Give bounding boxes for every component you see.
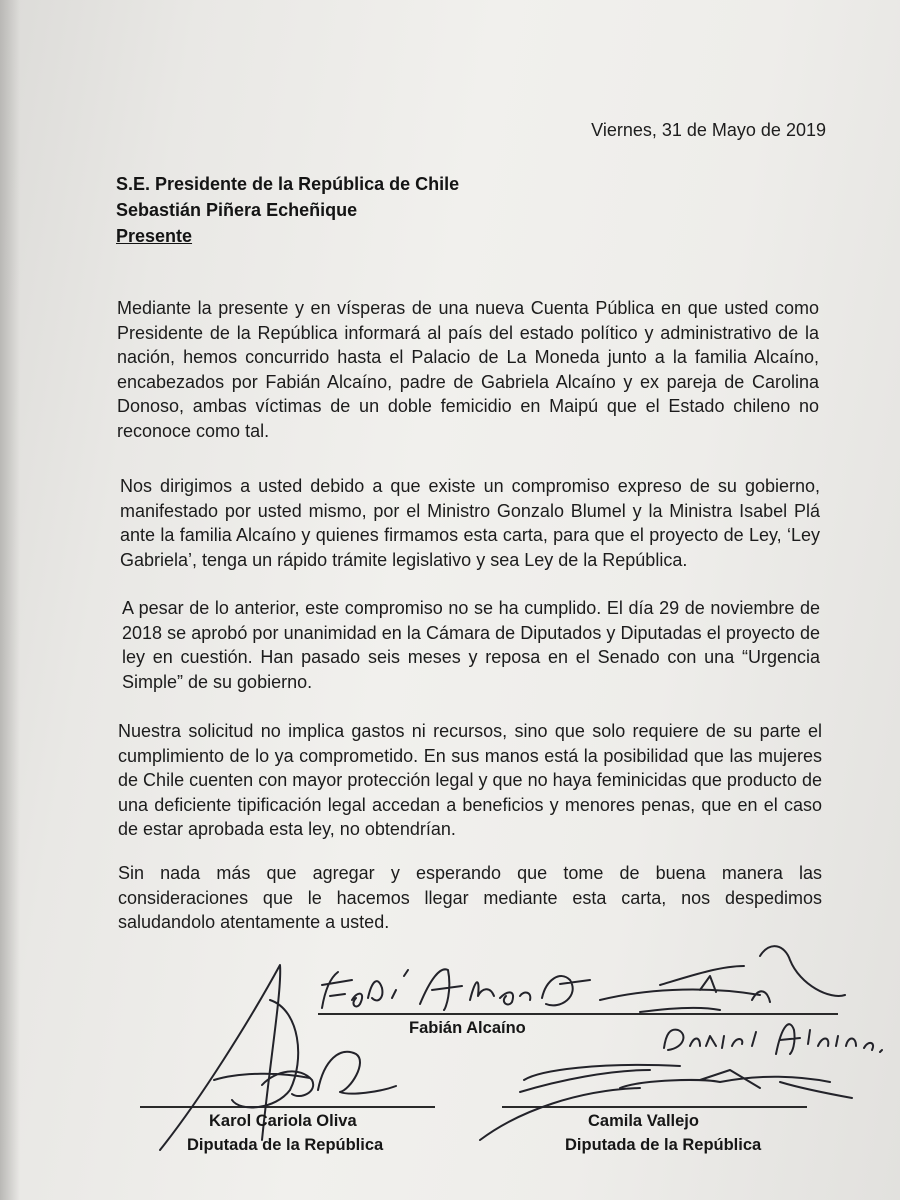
signature-line-fabian <box>318 1013 838 1015</box>
signatory-role-karol: Diputada de la República <box>187 1136 384 1154</box>
signature-daniel-text <box>664 1024 882 1054</box>
signatory-name-camila: Camila Vallejo <box>588 1112 699 1130</box>
signatory-name-fabian: Fabián Alcaíno <box>409 1019 526 1037</box>
paragraph-2: Nos dirigimos a usted debido a que existe un compromiso expreso de su gobierno, manifestado por usted mismo, por el Ministro Gonzalo Blumel y la Ministra Isabel Plá ante la familia Alcaíno y quienes firmamos esta carta, para que el proyecto de Ley, ‘Ley Gabriela’, tenga un rápido trámite legislativo y sea Ley de la República. <box>120 476 820 570</box>
signatory-role-camila: Diputada de la República <box>565 1136 762 1154</box>
signature-line-karol <box>140 1106 435 1108</box>
addressee-name: Sebastián Piñera Echeñique <box>116 200 358 220</box>
paragraph-4: Nuestra solicitud no implica gastos ni recursos, sino que solo requiere de su parte el cumplimiento de lo ya comprometido. En sus manos está la posibilidad que las mujeres de Chile cuenten con mayor protección legal y que no haya feminicidas que producto de una deficiente tipificación legal accedan a beneficios y menores penas, que en el caso de estar aprobada esta ley, no obtendrían. <box>118 721 822 839</box>
paragraph-1: Mediante la presente y en vísperas de una nueva Cuenta Pública en que usted como Presidente de la República informará al país del estado político y administrativo de la nación, hemos concurrido hasta el Palacio de La Moneda junto a la familia Alcaíno, encabezados por Fabián Alcaíno, padre de Gabriela Alcaíno y ex pareja de Carolina Donoso, ambas víctimas de un doble femicidio en Maipú que el Estado chileno no reconoce como tal. <box>117 298 819 441</box>
signatory-name-karol: Karol Cariola Oliva <box>209 1112 357 1130</box>
addressee-presente: Presente <box>116 226 193 246</box>
addressee-block <box>116 171 459 249</box>
signature-line-camila <box>502 1106 807 1108</box>
addressee-title: S.E. Presidente de la República de Chile <box>116 174 460 194</box>
letter-date: Viernes, 31 de Mayo de 2019 <box>591 120 826 140</box>
signature-daniel-scribble <box>600 946 845 1012</box>
paragraph-3: A pesar de lo anterior, este compromiso no se ha cumplido. El día 29 de noviembre de 2018 se aprobó por unanimidad en la Cámara de Diputados y Diputadas el proyecto de ley en cuestión. Han pasado seis meses y reposa en el Senado con una “Urgencia Simple” de su gobierno. <box>122 598 820 692</box>
paragraph-5: Sin nada más que agregar y esperando que tome de buena manera las consideraciones que le hacemos llegar mediante esta carta, nos despedimos saludandolo atentamente a usted. <box>118 863 822 932</box>
signature-fabian <box>322 969 590 1010</box>
